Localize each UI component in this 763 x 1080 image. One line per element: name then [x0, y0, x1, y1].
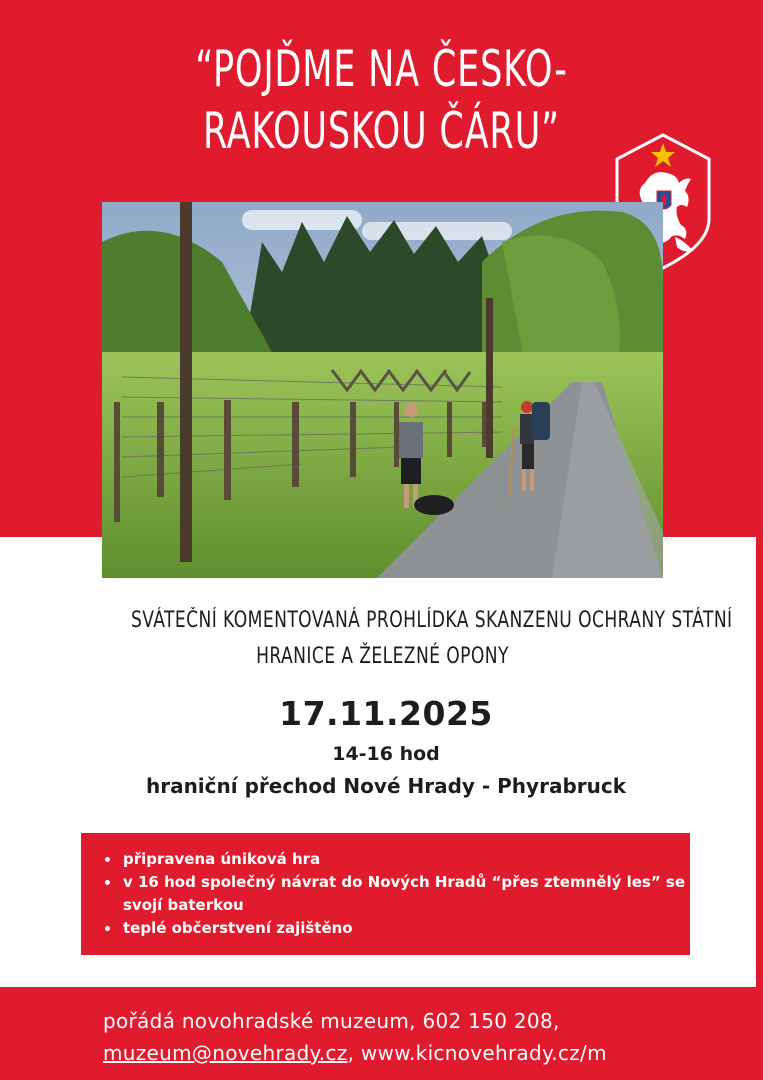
- event-date: 17.11.2025: [279, 694, 493, 733]
- highlight-item: • připravena úniková hra: [121, 848, 690, 871]
- event-place: hraniční přechod Nové Hrady - Phyrabruck: [145, 774, 627, 798]
- poster-title-line-2: RAKOUSKOU ČÁRU”: [203, 102, 560, 160]
- border-trail-photo: [102, 202, 663, 578]
- contact-separator: ,: [347, 1041, 361, 1065]
- event-subtitle: [130, 603, 733, 675]
- event-subtitle-line-2: HRANICE A ŽELEZNÉ OPONY: [256, 644, 509, 669]
- contact-line: [103, 1037, 607, 1069]
- highlight-item: • teplé občerstvení zajištěno: [121, 917, 690, 940]
- highlights-box: [81, 833, 690, 955]
- poster-title-line-1: “POJĎME NA ČESKO-: [195, 40, 568, 98]
- organizer-line: pořádá novohradské muzeum, 602 150 208,: [103, 1009, 560, 1033]
- highlights-list: [81, 833, 690, 940]
- email-link[interactable]: muzeum@novehrady.cz: [103, 1041, 348, 1065]
- poster-title: [84, 38, 679, 162]
- event-subtitle-line-1: SVÁTEČNÍ KOMENTOVANÁ PROHLÍDKA SKANZENU OCHRANY STÁTNÍ: [130, 608, 733, 633]
- event-time: 14-16 hod: [332, 743, 440, 765]
- highlight-item: • v 16 hod společný návrat do Nových Hradů “přes ztemnělý les” se svojí baterkou: [121, 871, 690, 917]
- website-link[interactable]: www.kicnovehrady.cz/m: [360, 1041, 607, 1065]
- organizer-footer: [103, 1005, 607, 1069]
